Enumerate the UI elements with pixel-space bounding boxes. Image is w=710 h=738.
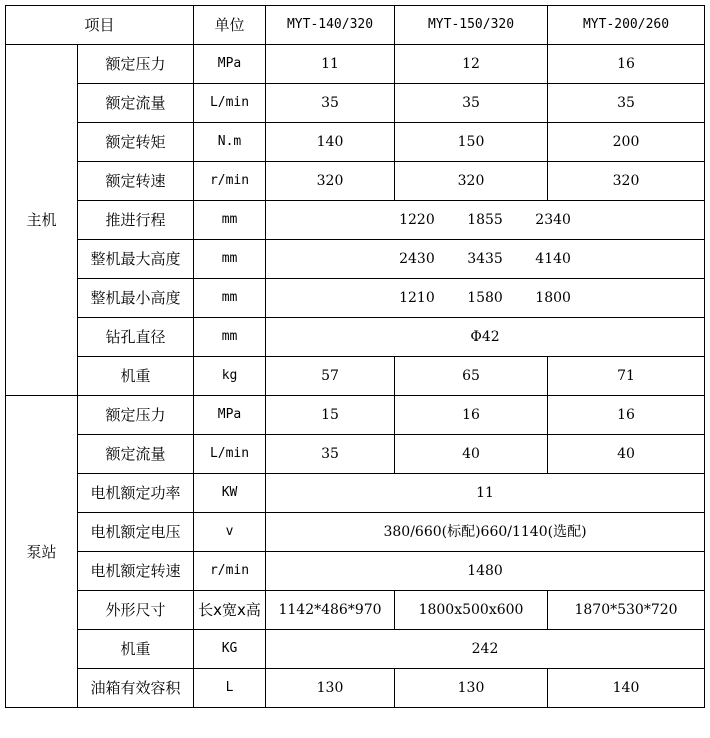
value-item: 1210 <box>399 290 435 306</box>
table-row <box>6 279 705 318</box>
header-model-2: MYT-150/320 <box>395 6 548 45</box>
row-unit: 长x宽x高 <box>194 591 266 630</box>
value-item: 1220 <box>399 212 435 228</box>
table-row <box>6 45 705 84</box>
header-row <box>6 6 705 45</box>
table-row <box>6 552 705 591</box>
row-label: 机重 <box>78 357 194 396</box>
group-pump-label: 泵站 <box>6 396 78 708</box>
merged-value-cell <box>266 201 705 240</box>
table-row <box>6 201 705 240</box>
table-row <box>6 123 705 162</box>
value-cell: 16 <box>395 396 548 435</box>
row-unit: r/min <box>194 552 266 591</box>
value-cell: 35 <box>548 84 705 123</box>
table-row <box>6 84 705 123</box>
value-cell: 140 <box>548 669 705 708</box>
merged-value-cell: 242 <box>266 630 705 669</box>
row-label: 整机最小高度 <box>78 279 194 318</box>
value-cell: 130 <box>395 669 548 708</box>
value-cell: 15 <box>266 396 395 435</box>
row-unit: kg <box>194 357 266 396</box>
header-unit: 单位 <box>194 6 266 45</box>
value-item: 2340 <box>535 212 571 228</box>
row-unit: KW <box>194 474 266 513</box>
value-cell: 35 <box>395 84 548 123</box>
row-label: 额定流量 <box>78 435 194 474</box>
value-cell: 65 <box>395 357 548 396</box>
row-label: 额定流量 <box>78 84 194 123</box>
merged-value-cell <box>266 240 705 279</box>
value-item: 1580 <box>467 290 503 306</box>
row-unit: L <box>194 669 266 708</box>
value-cell: 57 <box>266 357 395 396</box>
value-cell: 35 <box>266 435 395 474</box>
table-row <box>6 162 705 201</box>
merged-value-cell: 380/660(标配)660/1140(选配) <box>266 513 705 552</box>
table-row <box>6 591 705 630</box>
table-row <box>6 474 705 513</box>
value-cell: 320 <box>395 162 548 201</box>
value-cell: 16 <box>548 396 705 435</box>
row-unit: MPa <box>194 396 266 435</box>
table-row <box>6 396 705 435</box>
row-unit: r/min <box>194 162 266 201</box>
row-unit: mm <box>194 318 266 357</box>
value-cell: 1800x500x600 <box>395 591 548 630</box>
value-item: 3435 <box>467 251 503 267</box>
header-model-1: MYT-140/320 <box>266 6 395 45</box>
value-item: 1800 <box>535 290 571 306</box>
merged-value-cell: Φ42 <box>266 318 705 357</box>
header-model-3: MYT-200/260 <box>548 6 705 45</box>
merged-value-cell: 1480 <box>266 552 705 591</box>
row-label: 额定压力 <box>78 45 194 84</box>
table-row <box>6 318 705 357</box>
value-item: 1855 <box>467 212 503 228</box>
value-cell: 320 <box>548 162 705 201</box>
value-cell: 40 <box>548 435 705 474</box>
row-label: 电机额定转速 <box>78 552 194 591</box>
row-label: 电机额定电压 <box>78 513 194 552</box>
row-label: 推进行程 <box>78 201 194 240</box>
row-unit: L/min <box>194 84 266 123</box>
row-unit: L/min <box>194 435 266 474</box>
row-label: 额定转速 <box>78 162 194 201</box>
value-cell: 12 <box>395 45 548 84</box>
value-cell: 35 <box>266 84 395 123</box>
value-cell: 200 <box>548 123 705 162</box>
value-cell: 40 <box>395 435 548 474</box>
row-unit: MPa <box>194 45 266 84</box>
value-cell: 1142*486*970 <box>266 591 395 630</box>
row-unit: mm <box>194 240 266 279</box>
value-item: 2430 <box>399 251 435 267</box>
value-cell: 150 <box>395 123 548 162</box>
value-cell: 320 <box>266 162 395 201</box>
row-unit: mm <box>194 279 266 318</box>
table-row <box>6 357 705 396</box>
value-cell: 140 <box>266 123 395 162</box>
row-label: 外形尺寸 <box>78 591 194 630</box>
merged-value-cell: 11 <box>266 474 705 513</box>
row-label: 油箱有效容积 <box>78 669 194 708</box>
value-cell: 11 <box>266 45 395 84</box>
group-main-label: 主机 <box>6 45 78 396</box>
value-item: 4140 <box>535 251 571 267</box>
table-row <box>6 435 705 474</box>
value-cell: 16 <box>548 45 705 84</box>
merged-value-cell <box>266 279 705 318</box>
table-row <box>6 669 705 708</box>
row-unit: mm <box>194 201 266 240</box>
row-label: 额定压力 <box>78 396 194 435</box>
row-label: 整机最大高度 <box>78 240 194 279</box>
row-label: 钻孔直径 <box>78 318 194 357</box>
row-label: 额定转矩 <box>78 123 194 162</box>
row-label: 电机额定功率 <box>78 474 194 513</box>
row-unit: N.m <box>194 123 266 162</box>
row-unit: KG <box>194 630 266 669</box>
row-unit: v <box>194 513 266 552</box>
value-cell: 1870*530*720 <box>548 591 705 630</box>
header-item: 项目 <box>6 6 194 45</box>
table-row <box>6 513 705 552</box>
table-row <box>6 630 705 669</box>
value-cell: 71 <box>548 357 705 396</box>
table-row <box>6 240 705 279</box>
spec-table <box>5 5 705 708</box>
value-cell: 130 <box>266 669 395 708</box>
row-label: 机重 <box>78 630 194 669</box>
